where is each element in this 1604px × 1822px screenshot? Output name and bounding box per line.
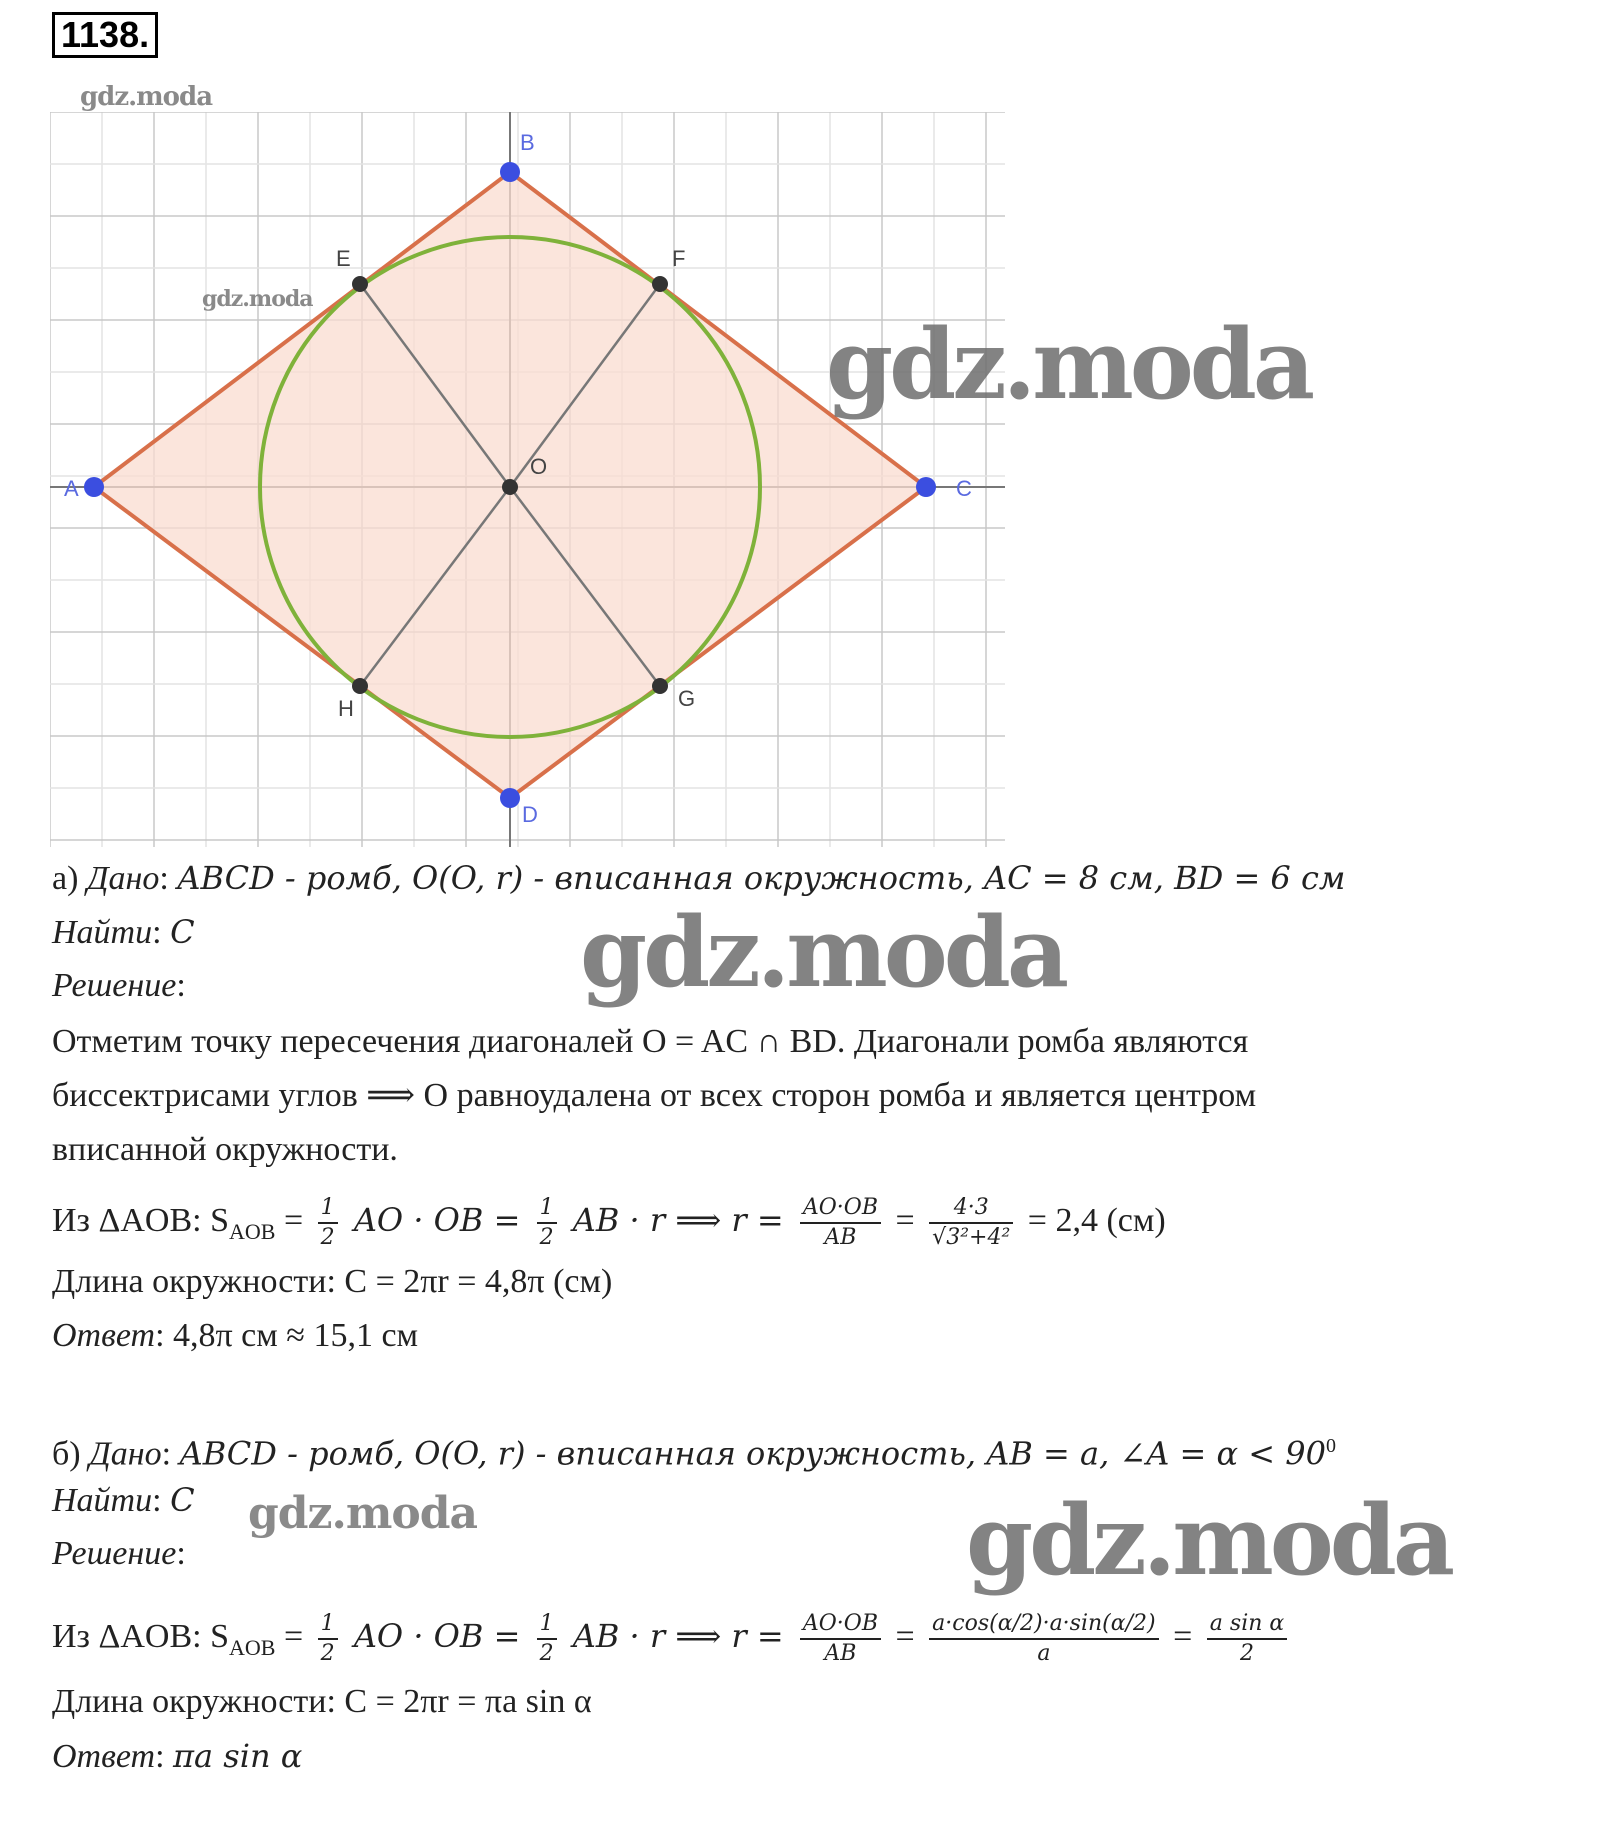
part-b-answer: Ответ: πa sin α [52,1737,303,1775]
part-a-formula: Из ΔAOB: $S_{AOB}$ = $\frac{1}{2}$ AO · OB = $\frac{1}{2}$ AB · r ⟹ r = $\frac{AO\cdot OB}{AB}$ = $\frac{4\cdot 3}{\text{√3²+4²}}$ = 2,4 (см) [52,1195,1166,1251]
fraction-ao-ob: $\frac{AO\cdot OB}{AB}$ [800,1194,881,1252]
label-h: H [338,696,354,721]
label-b: B [520,130,535,155]
fraction-half: $\frac{1}{2}$ [537,1194,557,1252]
watermark: gdz.moda [80,82,213,112]
fraction-cos-sin: $\frac{a\cdot\cos(\alpha/2)\cdot a\cdot\sin(\alpha/2)}{a}$ [929,1610,1158,1668]
part-b-find: Найти: C [52,1481,195,1519]
part-a-text-2: биссектрисами углов ⟹ O равноудалена от всех сторон ромба и является центром [52,1077,1257,1114]
rhombus-figure [50,112,1010,852]
watermark: gdz.moda [826,308,1312,421]
watermark: gdz.moda [248,1488,478,1539]
vertex-d [500,788,520,808]
watermark: gdz.moda [966,1484,1452,1597]
part-b-given: б) Дано: ABCD - ромб, O(O, r) - вписанная окружность, AB = a, ∠A = $\alpha < 90^0$ [52,1434,1336,1473]
fraction-half: $\frac{1}{2}$ [318,1610,338,1668]
label-c: C [956,476,972,501]
fraction-ao-ob: $\frac{AO\cdot OB}{AB}$ [800,1610,881,1668]
watermark: gdz.moda [580,896,1066,1009]
part-a-solution: Решение: [52,967,186,1004]
label-d: D [522,802,538,827]
label-f: F [672,246,686,271]
vertex-c [916,477,936,497]
part-a-text-3: вписанной окружности. [52,1131,398,1168]
label-o: O [530,454,548,479]
fraction-half: $\frac{1}{2}$ [318,1194,338,1252]
part-a-length: Длина окружности: C = 2πr = 4,8π (см) [52,1263,613,1300]
fraction-4-3: $\frac{4\cdot 3}{\text{√3²+4²}}$ [929,1194,1013,1252]
fraction-a-sin: $\frac{\text{a sin α}}{2}$ [1207,1610,1287,1668]
point-g [652,678,668,694]
point-h [352,678,368,694]
label-g: G [678,686,696,711]
vertex-b [500,162,520,182]
point-f [652,276,668,292]
part-b-length: Длина окружности: C = 2πr = πa sin α [52,1683,592,1720]
part-a-answer: Ответ: 4,8π см ≈ 15,1 см [52,1317,419,1354]
part-b-formula: Из ΔAOB: $S_{AOB}$ = $\frac{1}{2}$ AO · OB = $\frac{1}{2}$ AB · r ⟹ r = $\frac{AO\cdot OB}{AB}$ = $\frac{a\cdot\cos(\alpha/2)\cdot a\cdot\sin(\alpha/2)}{a}$ = $\frac{\text{a sin α}}{2}$ [52,1604,1293,1668]
fraction-half: $\frac{1}{2}$ [537,1610,557,1668]
watermark: gdz.moda [202,286,313,312]
label-e: E [336,246,351,271]
part-a-text-1: Отметим точку пересечения диагоналей O = AC ∩ BD. Диагонали ромба являются [52,1023,1249,1060]
vertex-a [84,477,104,497]
problem-number: 1138. [52,12,158,58]
label-a: A [64,476,79,501]
part-a-find: Найти: C [52,913,195,951]
part-a-given: а) Дано: ABCD - ромб, O(O, r) - вписанная окружность, AC = 8 см, BD = 6 см [52,859,1346,897]
point-e [352,276,368,292]
point-o [502,479,518,495]
part-b-solution: Решение: [52,1535,186,1572]
